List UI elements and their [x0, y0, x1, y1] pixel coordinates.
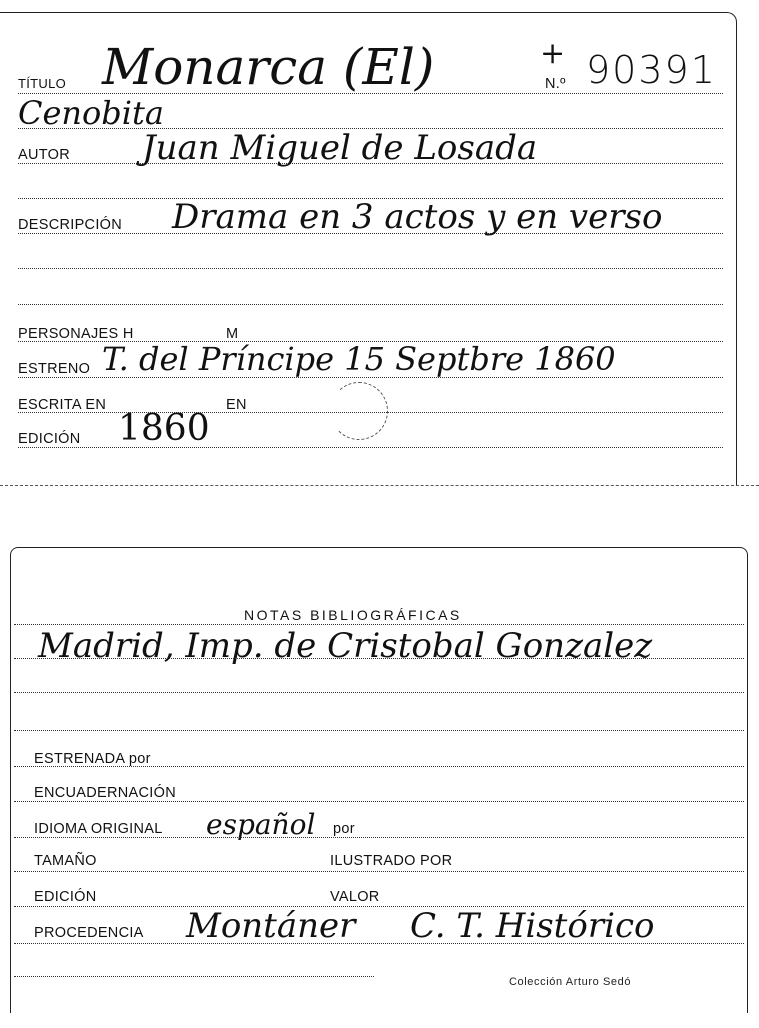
number-mark: + — [540, 36, 566, 71]
procedencia-value-2: C. T. Histórico — [410, 906, 655, 946]
idioma-value: español — [206, 808, 316, 841]
rule-procedencia — [14, 943, 744, 944]
idioma-label: IDIOMA ORIGINAL — [34, 821, 163, 837]
card-cut-line — [0, 485, 759, 486]
rule-encuadernacion — [14, 801, 744, 802]
ilustrado-label: ILUSTRADO POR — [330, 853, 453, 869]
estrenada-label: ESTRENADA por — [34, 751, 151, 767]
rule-estrenada — [14, 766, 744, 767]
titulo-label: TÍTULO — [18, 76, 67, 91]
rule-bottom-last — [14, 976, 374, 977]
number-value: 90391 — [586, 48, 717, 92]
valor-label: VALOR — [330, 889, 380, 905]
procedencia-label: PROCEDENCIA — [34, 925, 144, 941]
rule-notas-3 — [14, 692, 744, 693]
notas-value: Madrid, Imp. de Cristobal Gonzalez — [38, 626, 653, 666]
personajes-label: PERSONAJES H — [18, 326, 134, 342]
rule-blank-3 — [18, 304, 723, 305]
descripcion-value: Drama en 3 actos y en verso — [172, 197, 663, 237]
estreno-label: ESTRENO — [18, 361, 91, 377]
edicion-value: 1860 — [118, 408, 210, 449]
encuadernacion-label: ENCUADERNACIÓN — [34, 785, 176, 801]
rule-idioma — [14, 837, 744, 838]
personajes-m-label: M — [226, 326, 239, 342]
rule-notas-2 — [14, 658, 744, 659]
titulo-value: Monarca (El) — [102, 38, 435, 96]
titulo-line2: Cenobita — [18, 94, 164, 132]
number-label: N.º — [545, 76, 566, 92]
autor-label: AUTOR — [18, 147, 70, 163]
punch-hole-mark — [330, 382, 388, 440]
rule-tamano — [14, 871, 744, 872]
collection-credit: Colección Arturo Sedó — [509, 976, 632, 988]
tamano-label: TAMAÑO — [34, 853, 97, 869]
escrita-en2-label: EN — [226, 397, 247, 413]
edicion-bottom-label: EDICIÓN — [34, 889, 97, 905]
idioma-por-label: por — [333, 821, 355, 837]
procedencia-value: Montáner — [186, 906, 356, 946]
escrita-en-label: ESCRITA EN — [18, 397, 107, 413]
descripcion-label: DESCRIPCIÓN — [18, 217, 123, 233]
edicion-label: EDICIÓN — [18, 431, 81, 447]
rule-blank-2 — [18, 268, 723, 269]
rule-notas-4 — [14, 730, 744, 731]
rule-notas-1 — [14, 624, 744, 625]
notas-bibliograficas-title: NOTAS BIBLIOGRÁFICAS — [244, 607, 462, 623]
estreno-value: T. del Príncipe 15 Septbre 1860 — [102, 340, 616, 378]
autor-value: Juan Miguel de Losada — [142, 128, 538, 168]
